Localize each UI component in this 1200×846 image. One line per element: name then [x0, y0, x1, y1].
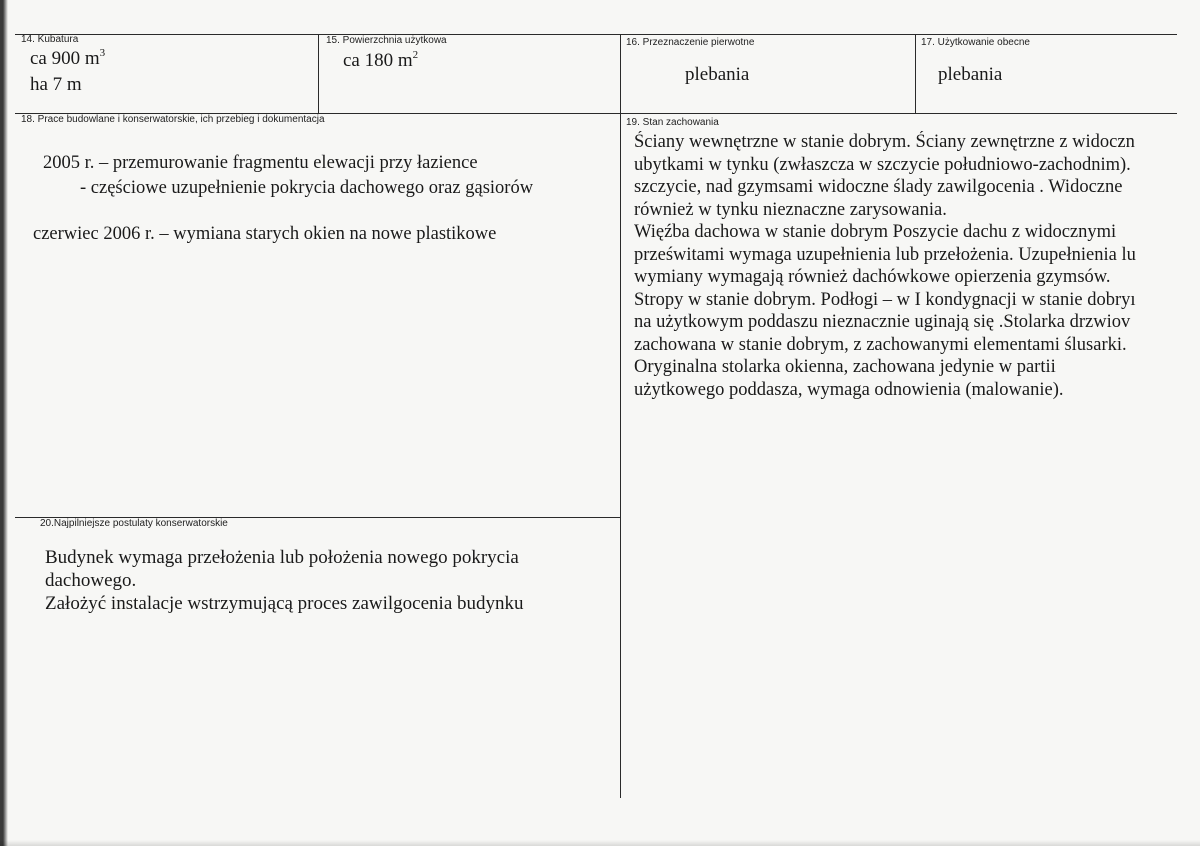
text-line: użytkowego poddasza, wymaga odnowienia (malowanie).: [634, 379, 1064, 400]
field-label: 14. Kubatura: [21, 34, 79, 45]
text-line: dachowego.: [45, 570, 137, 591]
kubatura-volume: ca 900 m: [30, 48, 100, 69]
page-edge: [0, 0, 8, 846]
text-line: prześwitami wymaga uzupełnienia lub przełożenia. Uzupełnienia lu: [634, 244, 1136, 265]
field-label: 16. Przeznaczenie pierwotne: [626, 37, 755, 48]
uzytkowanie-value: plebania: [938, 64, 1003, 85]
text-line: szczycie, nad gzymsami widoczne ślady zawilgocenia . Widoczne: [634, 177, 1123, 197]
page-bottom-shadow: [0, 840, 1200, 846]
field-label: 18. Prace budowlane i konserwatorskie, ich przebieg i dokumentacja: [21, 114, 325, 125]
superscript: 2: [412, 49, 419, 61]
text-line: Oryginalna stolarka okienna, zachowana jedynie w partii: [634, 357, 1056, 377]
kubatura-height: ha 7 m: [30, 74, 82, 95]
text-line: Założyć instalacje wstrzymującą proces zawilgocenia budynku: [45, 593, 524, 614]
text-line: Ściany wewnętrzne w stanie dobrym. Ściany zewnętrzne z widoczn: [634, 132, 1135, 152]
text-line: również w tynku nieznaczne zarysowania.: [634, 199, 947, 220]
field-label: 17. Użytkowanie obecne: [921, 37, 1030, 48]
text-line: wymiany wymagają również dachówkowe opierzenia gzymsów.: [634, 267, 1111, 287]
kubatura-value: [30, 48, 105, 70]
przeznaczenie-value: plebania: [685, 64, 750, 85]
text-line: zachowana w stanie dobrym, z zachowanymi elementami ślusarki.: [634, 334, 1127, 355]
text-line: Stropy w stanie dobrym. Podłogi – w I kondygnacji w stanie dobryı: [634, 289, 1136, 310]
prace-line: 2005 r. – przemurowanie fragmentu elewacji przy łazience: [43, 153, 478, 173]
superscript: 3: [99, 47, 106, 59]
col-divider-14-15: [318, 34, 319, 114]
center-divider: [620, 34, 621, 798]
powierzchnia-value: [343, 50, 418, 72]
field-label: 19. Stan zachowania: [626, 117, 719, 128]
field-label: 20.Najpilniejsze postulaty konserwatorskie: [40, 518, 228, 529]
prace-line: czerwiec 2006 r. – wymiana starych okien na nowe plastikowe: [33, 224, 497, 244]
prace-line: - częściowe uzupełnienie pokrycia dachowego oraz gąsiorów: [80, 178, 534, 198]
top-border: [15, 34, 1177, 35]
col-divider-16-17: [915, 34, 916, 114]
text-line: Więźba dachowa w stanie dobrym Poszycie dachu z widocznymi: [634, 222, 1117, 242]
postulaty-text: [45, 546, 524, 615]
text-line: na użytkowym poddaszu nieznacznie uginają się .Stolarka drzwiov: [634, 312, 1131, 332]
stan-zachowania-text: [634, 131, 1182, 401]
powierzchnia-area: ca 180 m: [343, 50, 413, 71]
text-line: Budynek wymaga przełożenia lub położenia nowego pokrycia: [45, 547, 519, 568]
field-label: 15. Powierzchnia użytkowa: [326, 35, 447, 46]
text-line: ubytkami w tynku (zwłaszcza w szczycie południowo-zachodnim).: [634, 154, 1131, 175]
